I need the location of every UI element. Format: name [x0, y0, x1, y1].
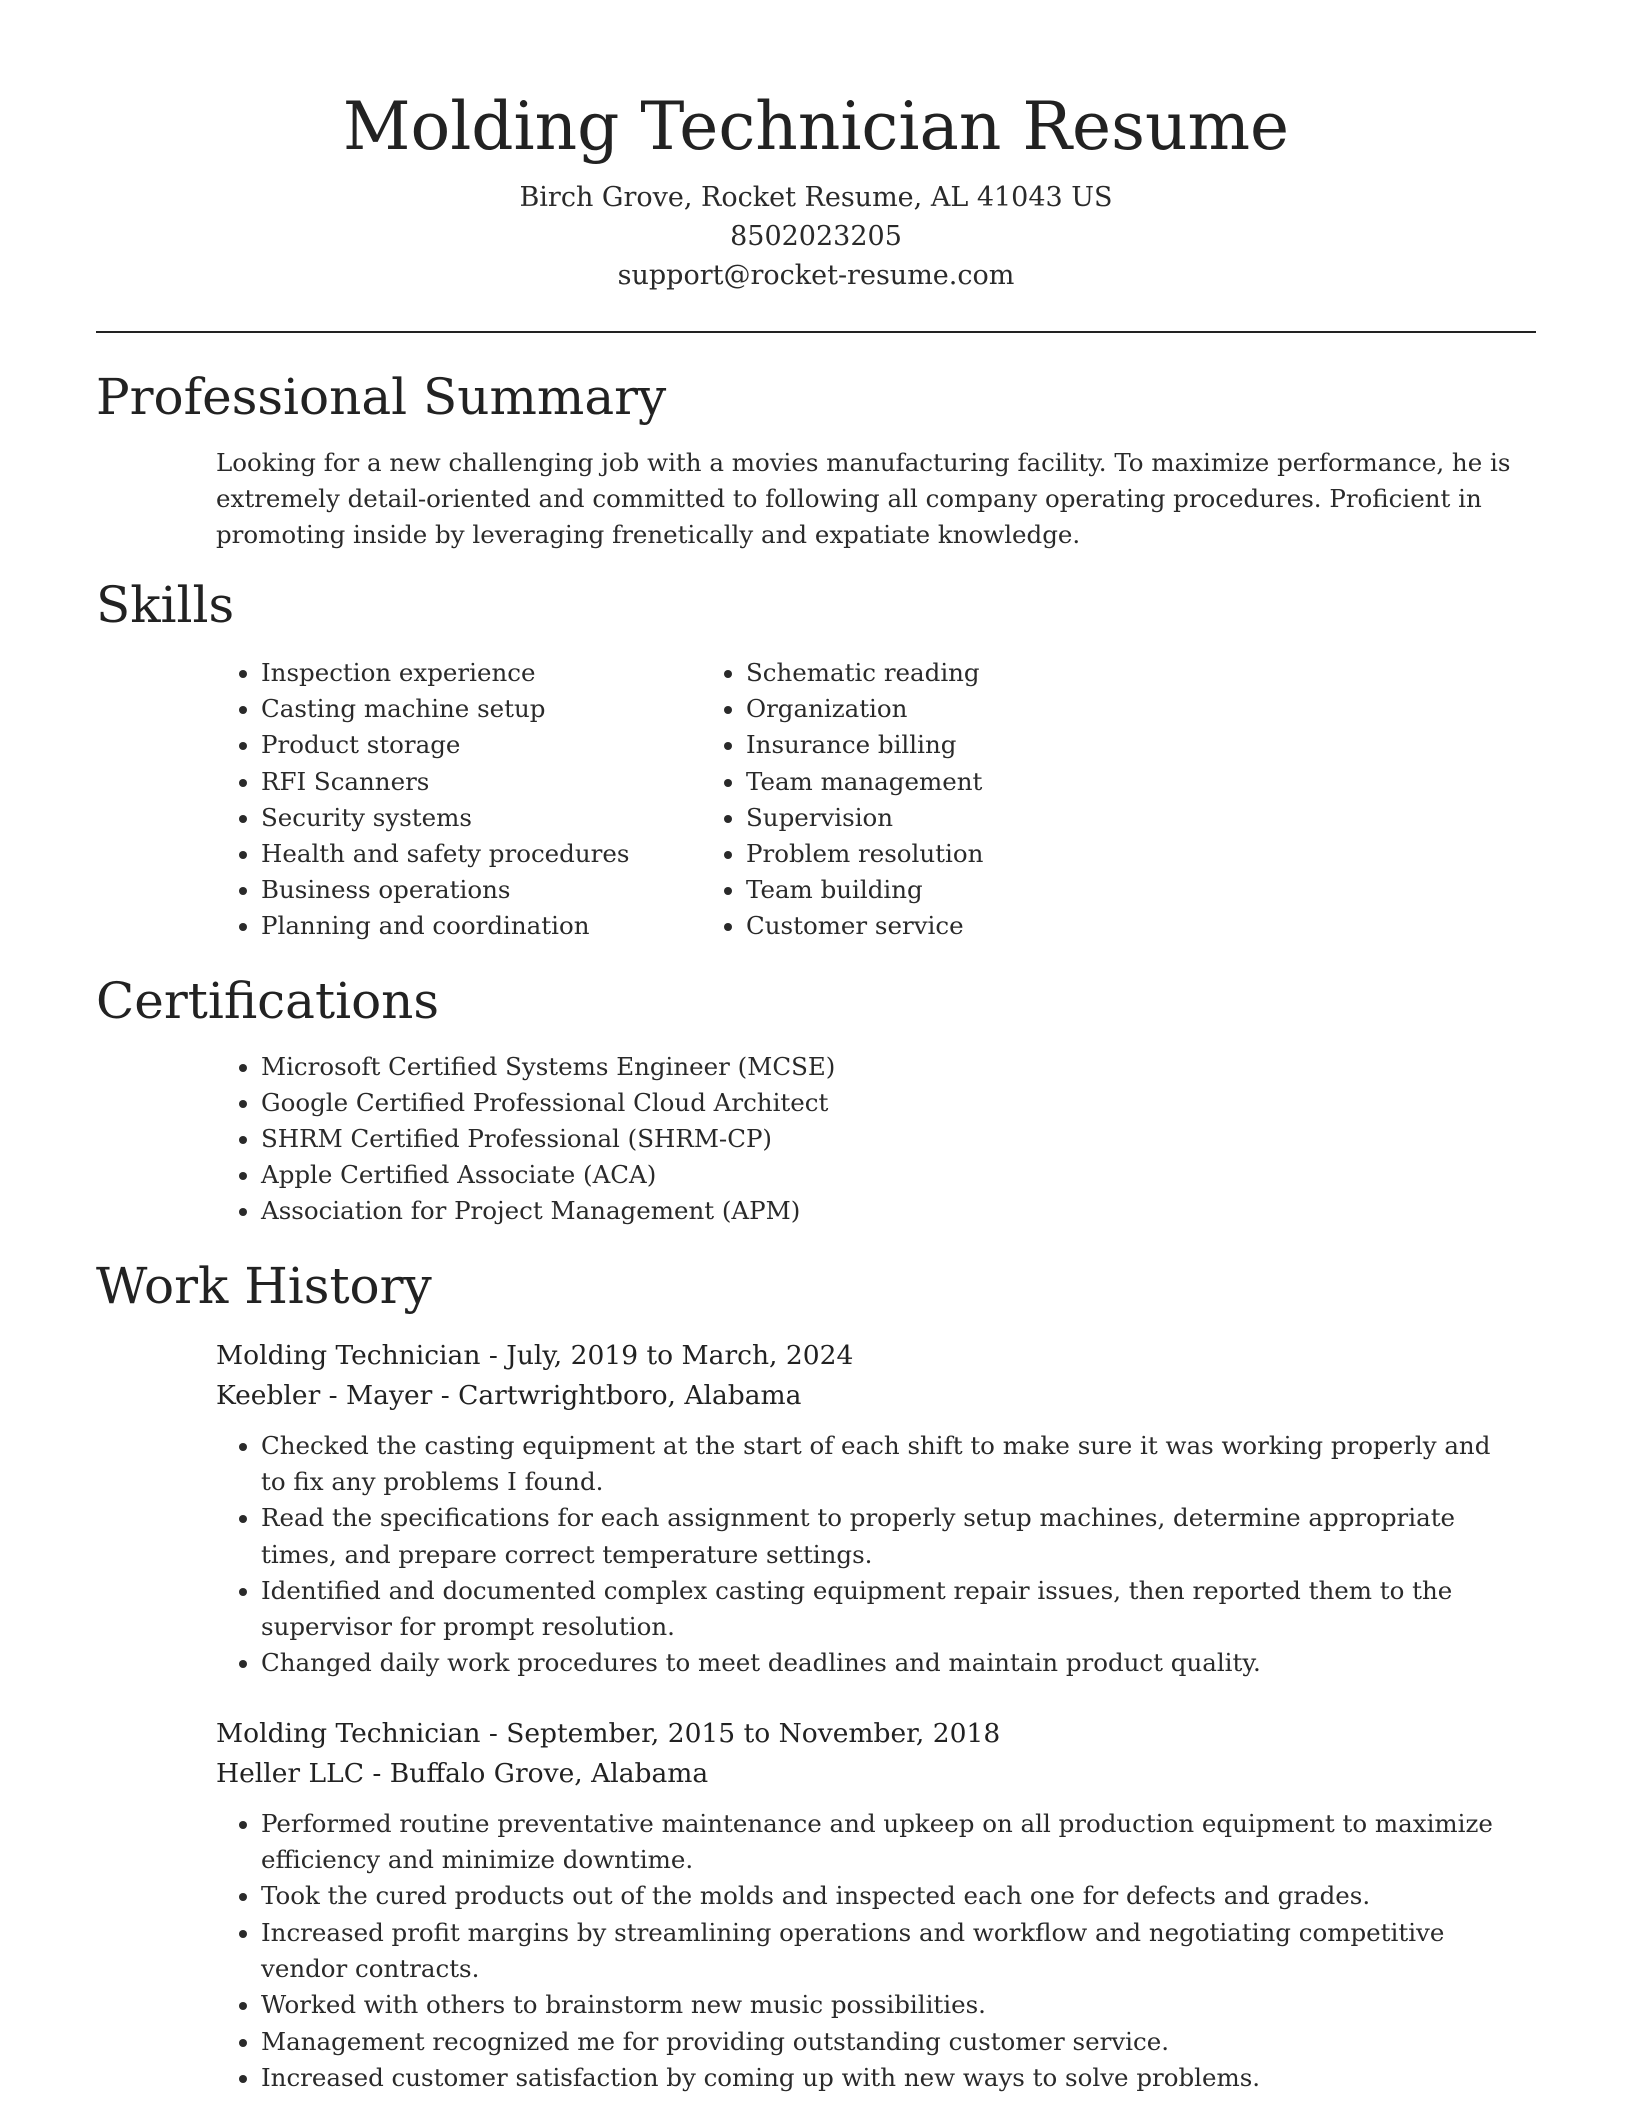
list-item: • Team building: [746, 872, 983, 908]
job-bullet-list: [216, 1428, 1536, 1682]
list-item: • Google Certified Professional Cloud Architect: [261, 1085, 1536, 1121]
job-title-line: Molding Technician - September, 2015 to November, 2018: [216, 1717, 1001, 1749]
section-heading-certifications: Certifications: [96, 971, 440, 1030]
list-item: • Casting machine setup: [261, 691, 746, 727]
list-item: • Organization: [746, 691, 983, 727]
list-item: • Identified and documented complex casting equipment repair issues, then reported them to the supervisor for prompt resolution.: [261, 1573, 1521, 1646]
list-item: • Team management: [746, 764, 983, 800]
list-item: • Changed daily work procedures to meet deadlines and maintain product quality.: [261, 1645, 1521, 1681]
section-heading-skills: Skills: [96, 576, 235, 634]
list-item: • Business operations: [261, 872, 746, 908]
list-item: • Performed routine preventative maintenance and upkeep on all production equipment to maximize efficiency and minimize downtime.: [261, 1806, 1521, 1879]
list-item: • Schematic reading: [746, 655, 983, 691]
list-item: • RFI Scanners: [261, 764, 746, 800]
list-item: • Worked with others to brainstorm new music possibilities.: [261, 1987, 1521, 2023]
list-item: • Apple Certified Associate (ACA): [261, 1157, 1536, 1193]
list-item: • Problem resolution: [746, 836, 983, 872]
job-entry: [216, 1714, 1536, 2096]
list-item: • Security systems: [261, 800, 746, 836]
list-item: • Management recognized me for providing outstanding customer service.: [261, 2024, 1521, 2060]
skills-list-right: [746, 655, 983, 945]
summary-text: Looking for a new challenging job with a movies manufacturing facility. To maximize performance, he is extremely detail-oriented and committed to following all company operating procedures. Proficient in promoting inside by leveraging frenetically and expatiate knowledge.: [216, 448, 1511, 549]
list-item: • Customer service: [746, 908, 983, 944]
list-item: • Planning and coordination: [261, 908, 746, 944]
list-item: • Checked the casting equipment at the start of each shift to make sure it was working properly and to fix any problems I found.: [261, 1428, 1521, 1501]
contact-phone: 8502023205: [730, 221, 902, 252]
list-item: • Insurance billing: [746, 727, 983, 763]
list-item: • Health and safety procedures: [261, 836, 746, 872]
contact-address: Birch Grove, Rocket Resume, AL 41043 US: [519, 182, 1113, 213]
list-item: • Association for Project Management (APM): [261, 1193, 1536, 1229]
skills-columns: [96, 655, 1536, 945]
contact-block: [96, 178, 1536, 295]
list-item: • Read the specifications for each assignment to properly setup machines, determine appropriate times, and prepare correct temperature settings.: [261, 1500, 1521, 1573]
list-item: • Supervision: [746, 800, 983, 836]
list-item: • SHRM Certified Professional (SHRM-CP): [261, 1121, 1536, 1157]
list-item: • Microsoft Certified Systems Engineer (MCSE): [261, 1049, 1536, 1085]
job-title-line: Molding Technician - July, 2019 to March, 2024: [216, 1339, 854, 1371]
skills-list-left: [96, 655, 746, 945]
resume-title: Molding Technician Resume: [342, 88, 1290, 165]
list-item: • Took the cured products out of the molds and inspected each one for defects and grades.: [261, 1878, 1521, 1914]
section-heading-summary: Professional Summary: [96, 368, 667, 426]
header-divider: [96, 331, 1536, 333]
list-item: • Product storage: [261, 727, 746, 763]
job-bullet-list: [216, 1806, 1536, 2096]
job-company-line: Heller LLC - Buffalo Grove, Alabama: [216, 1757, 709, 1789]
certifications-list: [96, 1049, 1536, 1230]
job-entry: [216, 1336, 1536, 1682]
skills-column-right: [746, 655, 983, 945]
contact-email[interactable]: support@rocket-resume.com: [617, 260, 1015, 291]
skills-column-left: [96, 655, 746, 945]
list-item: • Increased customer satisfaction by coming up with new ways to solve problems.: [261, 2060, 1521, 2096]
resume-page: [96, 0, 1536, 2096]
list-item: • Increased profit margins by streamlining operations and workflow and negotiating competitive vendor contracts.: [261, 1915, 1521, 1988]
job-company-line: Keebler - Mayer - Cartwrightboro, Alabama: [216, 1379, 802, 1411]
section-heading-work-history: Work History: [96, 1256, 432, 1315]
list-item: • Inspection experience: [261, 655, 746, 691]
